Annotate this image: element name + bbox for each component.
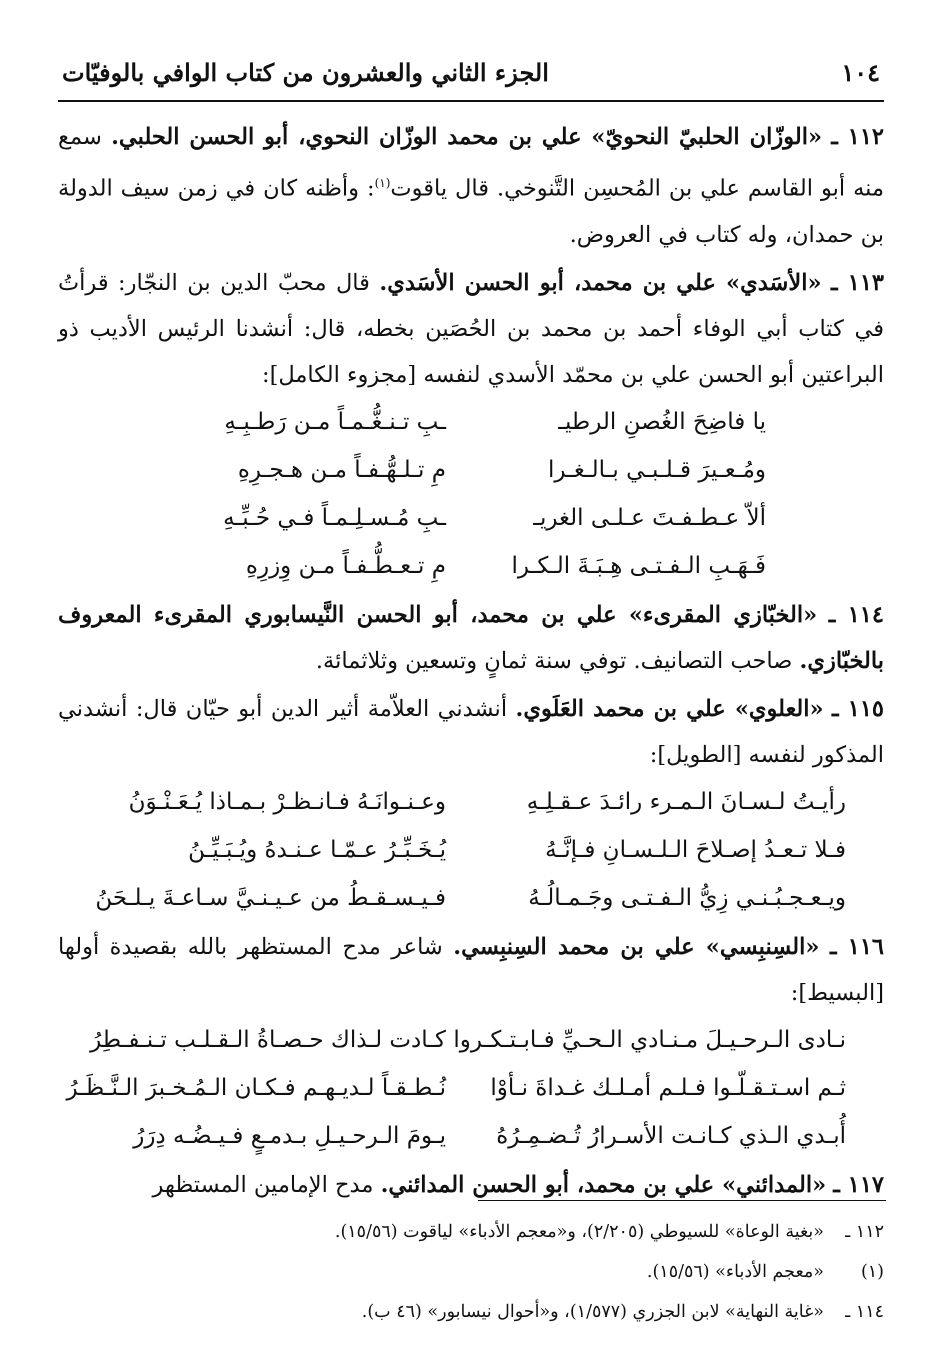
verse-line <box>58 1064 884 1112</box>
entry-number: ١١٥ ـ <box>832 695 885 722</box>
poem-113 <box>58 398 884 590</box>
verse-line <box>58 1112 884 1160</box>
footnote-number: ١١٤ ـ <box>845 1302 884 1322</box>
entry-number: ١١٤ ـ <box>828 601 884 628</box>
footnote <box>58 1292 884 1332</box>
entry-body: مدح الإمامين المستظهر <box>152 1171 374 1198</box>
verse-second-hemistich: وعـنـوانَـهُ فـانـظـرْ بـمـاذا يُـعَـنْـوَنُ <box>128 788 446 815</box>
footnote <box>58 1252 884 1292</box>
footnote-number: ١١٢ ـ <box>845 1222 884 1242</box>
verse-first-hemistich: نـادى الـرحـيـلَ مـنـادي الـحـيِّ فـابـتـكـروا <box>453 1026 846 1053</box>
entry-body: صاحب التصانيف. توفي سنة ثمانٍ وتسعين وثلاثمائة. <box>315 647 793 674</box>
entry-body: قال محبّ الدين بن النجّار: قرأتُ في كتاب أبي الوفاء أحمد بن محمد بن الحُصَين بخطه، قال: أنشدنا الرئيس الأديب ذو البراعتين أبو الحسن علي بن محمّد الأسدي لنفسه [مجزوء الكامل]: <box>58 269 884 388</box>
entry-heading: «السِنبِسي» علي بن محمد السِنبِسي. <box>453 933 820 960</box>
page-header <box>58 52 884 102</box>
verse-second-hemistich: مِ تـلـهُّـفـاً مـن هـجـرِهِ <box>237 456 446 483</box>
entry-116 <box>58 924 884 1016</box>
verse-second-hemistich: يُـخَـبِّـرُ عـمّـا عـنـدهُ ويُـبَـيِّـنُ <box>188 836 446 863</box>
verse-line <box>58 398 884 446</box>
entry-body: سمع منه أبو القاسم علي بن المُحسِن التَّنوخي. قال ياقوت <box>58 124 885 202</box>
verse-line <box>58 446 884 494</box>
verse-line <box>58 1016 884 1064</box>
footnote-ref: (١) <box>374 176 391 190</box>
verse-first-hemistich: ثـم اسـتـقـلّـوا فـلـم أمـلـك غـداةَ نـأوْا <box>490 1074 846 1101</box>
poem-116 <box>58 1016 884 1160</box>
verse-second-hemistich: ـبِ مُـسـلِـمـاً فـي حُـبِّـهِ <box>223 504 446 531</box>
verse-second-hemistich: فـيـسـقـطُ من عـيـنـيَّ سـاعـةَ يـلـحَنُ <box>95 884 446 911</box>
footnote-text: «غاية النهاية» لابن الجزري (١/٥٧٧)، و«أحوال نيسابور» (٤٦ ب). <box>361 1302 824 1322</box>
entry-heading: «المدائني» علي بن محمد، أبو الحسن المدائني. <box>380 1171 827 1198</box>
verse-second-hemistich: نُـطـقـاً لـديـهـم فـكـان الـمُـخـبرَ الـنَّـظَـرُ <box>66 1074 446 1101</box>
footnote-text: «معجم الأدباء» (١٥/٥٦). <box>646 1262 824 1282</box>
entry-heading: «الوزّان الحلبيّ النحويّ» علي بن محمد الوزّان النحوي، أبو الحسن الحلبي. <box>111 124 823 150</box>
footnote-number: (١) <box>860 1262 884 1282</box>
verse-first-hemistich: فـلا تـعـدُ إصـلاحَ الـلـسـانِ فـإنَّـهُ <box>545 836 846 863</box>
verse-first-hemistich: يا فاضِحَ الغُصنِ الرطيـ <box>558 408 766 435</box>
entry-114 <box>58 592 884 684</box>
verse-second-hemistich: مِ تـعـطُّـفـاً مـن وِزرِهِ <box>245 552 446 579</box>
poem-115 <box>58 778 884 922</box>
entry-113 <box>58 260 884 398</box>
entry-body: أنشدني العلاّمة أثير الدين أبو حيّان قال: أنشدني المذكور لنفسه [الطويل]: <box>58 695 884 768</box>
verse-first-hemistich: ومُـعـيرَ قـلـبـي بـالـغـرا <box>548 456 766 483</box>
verse-second-hemistich: ـبِ تـنـغُّـمـاً مـن رَطـبِـهِ <box>224 408 446 435</box>
verse-first-hemistich: فَـهَـبِ الـفـتـى هِـبَـةَ الـكـرا <box>511 552 766 579</box>
footnotes <box>58 1212 884 1332</box>
entry-112 <box>58 114 884 258</box>
footnote-divider <box>478 1200 886 1201</box>
entry-number: ١١٧ ـ <box>833 1171 884 1198</box>
verse-first-hemistich: أُبـدي الـذي كـانـت الأسـرارُ تُـضـمِـرُهُ <box>496 1122 846 1149</box>
verse-line <box>58 874 884 922</box>
verse-line <box>58 494 884 542</box>
entry-number: ١١٢ ـ <box>831 124 885 150</box>
running-title: الجزء الثاني والعشرون من كتاب الوافي بالوفيّات <box>62 58 549 87</box>
entry-115 <box>58 686 884 778</box>
entry-body-continued: : وأظنه كان في زمن سيف الدولة بن حمدان، وله كتاب في العروض. <box>58 175 884 248</box>
verse-line <box>58 542 884 590</box>
entry-body: شاعر مدح المستظهر بالله بقصيدة أولها [البسيط]: <box>58 933 884 1006</box>
verse-first-hemistich: ويـعـجـبُـنـي زِيُّ الـفـتـى وجَـمـالُـهُ <box>528 884 846 911</box>
footnote <box>58 1212 884 1252</box>
verse-second-hemistich: كـادت لـذاك حـصـاةُ الـقـلـب تـنـفـطِرُ <box>90 1026 446 1053</box>
entry-heading: «العلوي» علي بن محمد العَلَوي. <box>515 695 824 722</box>
verse-line <box>58 826 884 874</box>
entry-heading: «الأسَدي» علي بن محمد، أبو الحسن الأسَدي. <box>379 269 822 296</box>
main-text <box>58 112 884 1208</box>
verse-second-hemistich: يـومَ الـرحـيـلِ بـدمـعٍ فـيـضُـه دِرَرُ <box>133 1122 446 1149</box>
verse-first-hemistich: ألاّ عـطـفـتَ عـلـى الغريـ <box>533 504 766 531</box>
entry-heading: «الخبّازي المقرىء» علي بن محمد، أبو الحسن النَّيسابوري المقرىء المعروف بالخبّازي. <box>58 601 884 674</box>
verse-first-hemistich: رأيـتُ لـسـانَ الـمـرء رائـدَ عـقـلِـهِ <box>526 788 846 815</box>
footnote-text: «بغية الوعاة» للسيوطي (٢/٢٠٥)، و«معجم الأدباء» لياقوت (١٥/٥٦). <box>334 1222 824 1242</box>
entry-number: ١١٦ ـ <box>829 933 884 960</box>
page-number: ١٠٤ <box>841 58 880 87</box>
verse-line <box>58 778 884 826</box>
entry-number: ١١٣ ـ <box>831 269 885 296</box>
